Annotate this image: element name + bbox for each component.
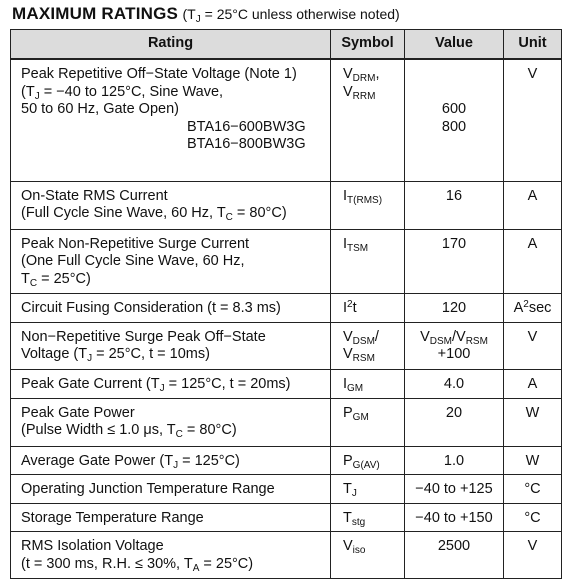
value-cell: 1.0 bbox=[405, 446, 504, 475]
column-header-rating: Rating bbox=[11, 30, 331, 60]
value-cell: 600 800 bbox=[405, 59, 504, 181]
value-cell: 170 bbox=[405, 229, 504, 293]
table-row bbox=[11, 532, 562, 579]
table-row bbox=[11, 475, 562, 504]
table-row bbox=[11, 398, 562, 446]
rating-cell: Peak Gate Power (Pulse Width ≤ 1.0 μs, $T_C = 80^\circ C$) bbox=[11, 398, 331, 446]
table-row bbox=[11, 446, 562, 475]
symbol-cell: $T_{stg}$ bbox=[331, 503, 405, 532]
symbol-cell: $I^2t$ bbox=[331, 293, 405, 322]
table-row bbox=[11, 503, 562, 532]
unit-cell: °C bbox=[504, 475, 562, 504]
unit-cell: V bbox=[504, 59, 562, 181]
rating-cell: Peak Gate Current ($T_J = 125^\circ C$, t = 20ms) bbox=[11, 369, 331, 398]
table-row bbox=[11, 369, 562, 398]
value-cell: 16 bbox=[405, 181, 504, 229]
table-row bbox=[11, 322, 562, 369]
symbol-cell: $V_{iso}$ bbox=[331, 532, 405, 579]
rating-cell: On-State RMS Current (Full Cycle Sine Wave, 60 Hz, $T_C = 80^\circ C$) bbox=[11, 181, 331, 229]
symbol-cell: $I_{TSM}$ bbox=[331, 229, 405, 293]
table-row bbox=[11, 229, 562, 293]
rating-cell: Circuit Fusing Consideration (t = 8.3 ms) bbox=[11, 293, 331, 322]
unit-cell: V bbox=[504, 322, 562, 369]
unit-cell: A bbox=[504, 369, 562, 398]
value-cell: 20 bbox=[405, 398, 504, 446]
value-cell: −40 to +150 bbox=[405, 503, 504, 532]
symbol-cell: $T_J$ bbox=[331, 475, 405, 504]
symbol-cell: $V_{DRM}$, $V_{RRM}$ bbox=[331, 59, 405, 181]
symbol-cell: $P_{G(AV)}$ bbox=[331, 446, 405, 475]
rating-cell: Operating Junction Temperature Range bbox=[11, 475, 331, 504]
value-cell: $V_{DSM}/V_{RSM}$ +100 bbox=[405, 322, 504, 369]
table-row bbox=[11, 181, 562, 229]
value-cell: 2500 bbox=[405, 532, 504, 579]
table-row bbox=[11, 59, 562, 181]
unit-cell: V bbox=[504, 532, 562, 579]
value-cell: 120 bbox=[405, 293, 504, 322]
rating-cell: Non−Repetitive Surge Peak Off−State Voltage ($T_J = 25^\circ C$, t = 10ms) bbox=[11, 322, 331, 369]
rating-cell: Peak Repetitive Off−State Voltage (Note 1) ($T_J = -40$ to 125°C, Sine Wave, 50 to 60 Hz, Gate Open) BTA16−600BW3G BTA16−800BW3G bbox=[11, 59, 331, 181]
rating-cell: Average Gate Power $(T_J = 125^\circ C)$ bbox=[11, 446, 331, 475]
column-header-value: Value bbox=[405, 30, 504, 60]
unit-cell: W bbox=[504, 446, 562, 475]
device-800: BTA16−800BW3G bbox=[187, 136, 306, 152]
value-cell: 4.0 bbox=[405, 369, 504, 398]
symbol-cell: $P_{GM}$ bbox=[331, 398, 405, 446]
unit-cell: A bbox=[504, 181, 562, 229]
column-header-unit: Unit bbox=[504, 30, 562, 60]
rating-cell: RMS Isolation Voltage (t = 300 ms, R.H. ≤ 30%, $T_A = 25^\circ C$) bbox=[11, 532, 331, 579]
symbol-cell: $I_{T(RMS)}$ bbox=[331, 181, 405, 229]
value-cell: −40 to +125 bbox=[405, 475, 504, 504]
unit-cell: $A^2\sec$ bbox=[504, 293, 562, 322]
table-row bbox=[11, 293, 562, 322]
heading-condition: ($T_J = 25^\circ C$ unless otherwise noted) bbox=[182, 6, 400, 25]
device-600: BTA16−600BW3G bbox=[187, 118, 306, 135]
unit-cell: A bbox=[504, 229, 562, 293]
heading-title: MAXIMUM RATINGS bbox=[12, 4, 179, 23]
maximum-ratings-table bbox=[10, 29, 562, 579]
unit-cell: °C bbox=[504, 503, 562, 532]
section-heading bbox=[12, 4, 400, 24]
symbol-cell: $V_{DSM}/$ $V_{RSM}$ bbox=[331, 322, 405, 369]
column-header-symbol: Symbol bbox=[331, 30, 405, 60]
rating-cell: Peak Non-Repetitive Surge Current (One Full Cycle Sine Wave, 60 Hz, $T_C = 25^\circ C$) bbox=[11, 229, 331, 293]
symbol-cell: $I_{GM}$ bbox=[331, 369, 405, 398]
rating-cell: Storage Temperature Range bbox=[11, 503, 331, 532]
unit-cell: W bbox=[504, 398, 562, 446]
table-header-row bbox=[11, 30, 562, 60]
